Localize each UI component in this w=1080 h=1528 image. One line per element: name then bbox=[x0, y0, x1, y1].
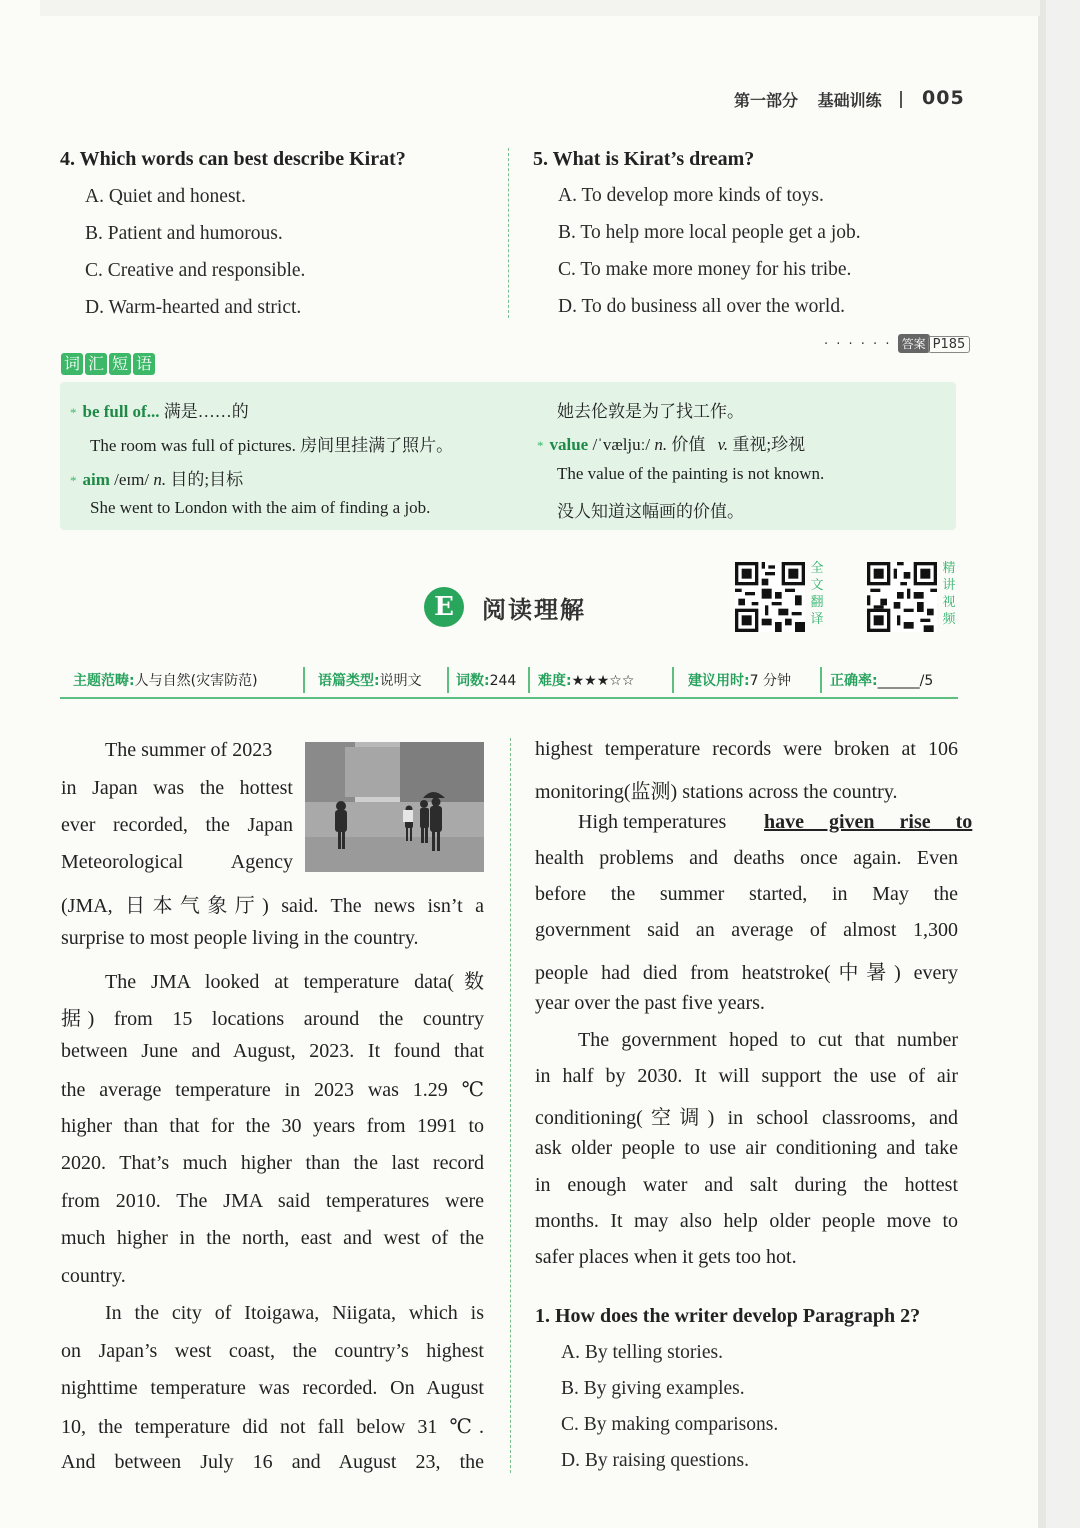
column-divider-top bbox=[508, 148, 509, 318]
passage-line: surprise to most people living in the country. bbox=[61, 927, 419, 949]
vocab-example: The room was full of pictures. 房间里挂满了照片。 bbox=[90, 436, 454, 455]
passage-line: people had died from heatstroke(中暑) every bbox=[535, 962, 958, 984]
passage-line: before the summer started, in May the bbox=[535, 883, 958, 905]
section-letter-badge: E bbox=[424, 587, 464, 627]
meta-words: 词数:244 bbox=[456, 673, 517, 689]
meta-divider bbox=[820, 667, 822, 693]
column-divider-bottom bbox=[510, 738, 511, 1473]
passage-line: Meteorological Agency bbox=[61, 851, 293, 873]
answer-page: P185 bbox=[928, 336, 971, 353]
vocab-term: value bbox=[549, 435, 589, 454]
meta-divider bbox=[528, 667, 530, 693]
vocab-entry-aim bbox=[70, 465, 243, 490]
running-header bbox=[734, 87, 965, 111]
passage-line: ever recorded, the Japan bbox=[61, 814, 293, 836]
question-4-option-a[interactable]: A. Quiet and honest. bbox=[85, 186, 246, 207]
meta-difficulty: 难度:★★★☆☆ bbox=[538, 673, 635, 689]
section-title: 阅读理解 bbox=[482, 596, 586, 624]
top-margin-strip bbox=[40, 0, 1040, 16]
vocabulary-title bbox=[61, 353, 155, 375]
question-1-option-b[interactable]: B. By giving examples. bbox=[561, 1378, 745, 1399]
passage-line: the average temperature in 2023 was 1.29 ℃ bbox=[61, 1079, 484, 1101]
question-1-title: 1. How does the writer develop Paragraph 2? bbox=[535, 1305, 921, 1327]
page-edge-shadow bbox=[1038, 0, 1046, 1528]
passage-line: between June and August, 2023. It found that bbox=[61, 1040, 484, 1062]
passage-line: nighttime temperature was recorded. On August bbox=[61, 1377, 484, 1399]
passage-line: year over the past five years. bbox=[535, 992, 765, 1014]
vocab-entry-be-full-of bbox=[70, 397, 249, 422]
passage-line: highest temperature records were broken at 106 bbox=[535, 738, 958, 760]
answer-reference[interactable] bbox=[824, 334, 970, 353]
vocab-title-char: 短 bbox=[109, 353, 131, 375]
passage-text: High temperatures bbox=[578, 811, 727, 833]
header-part: 第一部分 bbox=[734, 91, 799, 110]
passage-line-have-given-rise bbox=[578, 811, 973, 834]
question-5-option-a[interactable]: A. To develop more kinds of toys. bbox=[558, 185, 824, 206]
question-1-option-a[interactable]: A. By telling stories. bbox=[561, 1342, 723, 1363]
star-icon: * bbox=[70, 473, 77, 488]
passage-line: much higher in the north, east and west of the bbox=[61, 1227, 484, 1249]
vocab-translation: 她去伦敦是为了找工作。 bbox=[557, 402, 744, 421]
page-edge bbox=[1046, 0, 1080, 1528]
passage-line: And between July 16 and August 23, the bbox=[61, 1451, 484, 1473]
answer-label: 答案 bbox=[898, 334, 930, 353]
vocab-phonetic: /eɪm/ bbox=[114, 470, 150, 489]
passage-line: in Japan was the hottest bbox=[61, 777, 293, 799]
question-4-option-c[interactable]: C. Creative and responsible. bbox=[85, 260, 306, 281]
qr-label-translation: 全 文 翻 译 bbox=[810, 561, 824, 627]
meta-time: 建议用时:7 分钟 bbox=[688, 673, 791, 689]
question-5-option-d[interactable]: D. To do business all over the world. bbox=[558, 296, 845, 317]
vocab-entry-value bbox=[537, 430, 805, 455]
question-5-title: 5. What is Kirat’s dream? bbox=[533, 148, 755, 170]
passage-line: months. It may also help older people move to bbox=[535, 1210, 958, 1232]
page-number: 005 bbox=[922, 87, 965, 109]
vocab-title-char: 语 bbox=[133, 353, 155, 375]
header-section: 基础训练 bbox=[817, 91, 882, 110]
passage-line: health problems and deaths once again. Even bbox=[535, 847, 958, 869]
question-1-option-c[interactable]: C. By making comparisons. bbox=[561, 1414, 779, 1435]
passage-line: In the city of Itoigawa, Niigata, which is bbox=[105, 1302, 484, 1324]
meta-divider bbox=[303, 667, 305, 693]
heat-street-photo bbox=[305, 742, 484, 872]
passage-line: 10, the temperature did not fall below 31 ℃. bbox=[61, 1416, 484, 1438]
question-4-option-b[interactable]: B. Patient and humorous. bbox=[85, 223, 283, 244]
question-4-title: 4. Which words can best describe Kirat? bbox=[60, 148, 406, 170]
qr-code-video[interactable] bbox=[867, 562, 937, 632]
vocab-term: be full of... bbox=[82, 402, 160, 421]
passage-line: 据) from 15 locations around the country bbox=[61, 1008, 484, 1030]
qr-code-translation[interactable] bbox=[735, 562, 805, 632]
vocab-title-char: 汇 bbox=[85, 353, 107, 375]
vocab-term: aim bbox=[82, 470, 110, 489]
meta-accuracy: 正确率:______/5 bbox=[830, 673, 934, 689]
passage-line: government said an average of almost 1,300 bbox=[535, 919, 958, 941]
passage-line: country. bbox=[61, 1265, 126, 1287]
vocab-pos: n. bbox=[654, 435, 668, 454]
star-icon: * bbox=[537, 438, 544, 453]
star-icon: * bbox=[70, 405, 77, 420]
answer-leader-dots: · · · · · · bbox=[824, 337, 892, 352]
passage-line: (JMA, 日本气象厅) said. The news isn’t a bbox=[61, 895, 484, 917]
vocab-meaning-2: 重视;珍视 bbox=[732, 435, 806, 454]
passage-line: from 2010. The JMA said temperatures were bbox=[61, 1190, 484, 1212]
passage-line: on Japan’s west coast, the country’s highest bbox=[61, 1340, 484, 1362]
passage-line: in half by 2030. It will support the use of air bbox=[535, 1065, 958, 1087]
passage-line: 2020. That’s much higher than the last record bbox=[61, 1152, 484, 1174]
passage-line: in enough water and salt during the hottest bbox=[535, 1174, 958, 1196]
vocab-meaning: 目的;目标 bbox=[170, 470, 244, 489]
header-divider bbox=[900, 91, 902, 108]
vocab-meaning: 价值 bbox=[671, 435, 706, 454]
question-1-option-d[interactable]: D. By raising questions. bbox=[561, 1450, 749, 1471]
vocab-example: She went to London with the aim of finding a job. bbox=[90, 498, 431, 517]
passage-line: The summer of 2023 bbox=[105, 739, 273, 761]
question-5-option-b[interactable]: B. To help more local people get a job. bbox=[558, 222, 861, 243]
passage-line: conditioning(空调) in school classrooms, and bbox=[535, 1107, 958, 1129]
meta-divider bbox=[672, 667, 674, 693]
question-5-option-c[interactable]: C. To make more money for his tribe. bbox=[558, 259, 852, 280]
passage-line: higher than that for the 30 years from 1991 to bbox=[61, 1115, 484, 1137]
vocab-example: The value of the painting is not known. bbox=[557, 464, 825, 483]
meta-type: 语篇类型:说明文 bbox=[318, 673, 422, 689]
highlighted-phrase: have given rise to bbox=[764, 811, 973, 833]
vocab-phonetic: /ˈvæljuː/ bbox=[592, 435, 651, 454]
vocab-translation: 没人知道这幅画的价值。 bbox=[557, 502, 744, 521]
passage-meta-bar bbox=[60, 665, 958, 699]
passage-line: safer places when it gets too hot. bbox=[535, 1246, 797, 1268]
question-4-option-d[interactable]: D. Warm-hearted and strict. bbox=[85, 297, 302, 318]
meta-divider bbox=[447, 667, 449, 693]
passage-line: ask older people to use air conditioning and take bbox=[535, 1137, 958, 1159]
vocab-meaning: 满是……的 bbox=[163, 402, 249, 421]
vocab-title-char: 词 bbox=[61, 353, 83, 375]
qr-label-video: 精 讲 视 频 bbox=[942, 561, 956, 627]
vocab-pos-2: v. bbox=[717, 435, 729, 454]
passage-line: monitoring(监测) stations across the country. bbox=[535, 781, 898, 803]
meta-theme: 主题范畴:人与自然(灾害防范) bbox=[73, 673, 258, 689]
passage-line: The JMA looked at temperature data(数 bbox=[105, 971, 484, 993]
passage-line: The government hoped to cut that number bbox=[578, 1029, 958, 1051]
vocab-pos: n. bbox=[153, 470, 167, 489]
